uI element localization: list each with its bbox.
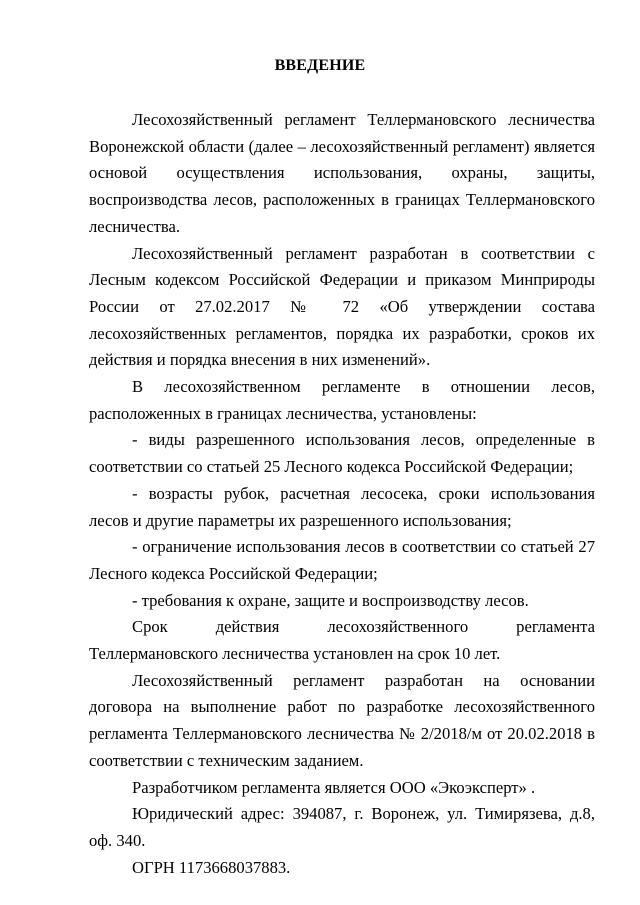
paragraph-developer: Разработчиком регламента является ООО «Экоэксперт» .: [132, 777, 536, 797]
document-body: [89, 107, 595, 881]
list-item: - ограничение использования лесов в соответствии со статьей 27 Лесного кодекса Российской Федерации;: [89, 537, 595, 583]
paragraph-address: Юридический адрес: 394087, г. Воронеж, ул. Тимирязева, д.8, оф. 340.: [89, 804, 595, 850]
list-item: - возрасты рубок, расчетная лесосека, сроки использования лесов и другие параметры их разрешенного использования;: [89, 483, 595, 530]
page-title: ВВЕДЕНИЕ: [274, 57, 366, 74]
paragraph-established: В лесохозяйственном регламенте в отношении лесов, расположенных в границах лесничества, установлены:: [89, 377, 595, 423]
list-item: - виды разрешенного использования лесов, определенные в соответствии со статьей 25 Лесного кодекса Российской Федерации;: [89, 430, 595, 477]
paragraph-validity: Срок действия лесохозяйственного регламента Теллермановского лесничества установлен на срок 10 лет.: [89, 617, 595, 664]
paragraph-intro: Лесохозяйственный регламент Теллермановского лесничества Воронежской области (далее – лесохозяйственный регламент) является основой осуществления использования, охраны, защиты, воспроизводства лесов, расположенных в границах Теллермановского лесничества.: [89, 110, 595, 236]
paragraph-contract: Лесохозяйственный регламент разработан на основании договора на выполнение работ по разработке лесохозяйственного регламента Теллермановского лесничества № 2/2018/м от 20.02.2018 в соответствии с техническим заданием.: [89, 670, 595, 770]
list-item: - требования к охране, защите и воспроизводству лесов.: [132, 590, 529, 610]
paragraph-ogrn: ОГРН 1173668037883.: [132, 857, 291, 877]
paragraph-legal-basis: Лесохозяйственный регламент разработан в соответствии с Лесным кодексом Российской Федерации и приказом Минприроды России от 27.02.2017 № 72 «Об утверждении состава лесохозяйственных регламентов, порядка их разработки, сроков их действия и порядка внесения в них изменений».: [89, 243, 595, 370]
